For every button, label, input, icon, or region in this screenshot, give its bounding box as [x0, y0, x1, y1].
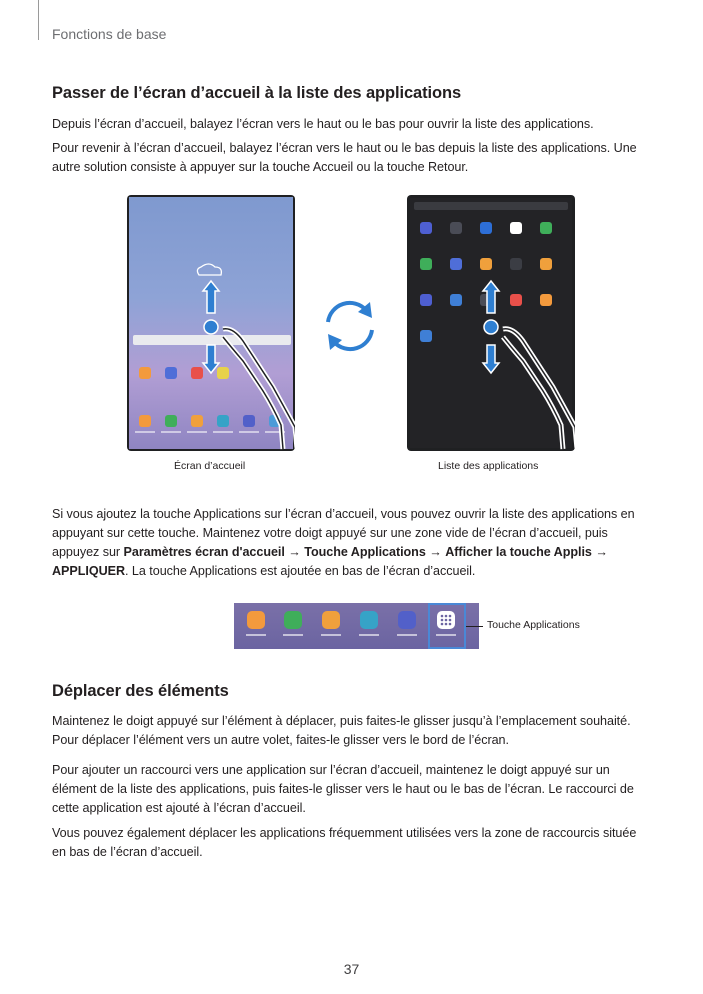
swipe-gesture-icon [407, 195, 575, 451]
internet-icon [398, 611, 416, 629]
paragraph-open-apps: Depuis l’écran d’accueil, balayez l’écran vers le haut ou le bas pour ouvrir la liste des applications. [52, 117, 594, 131]
messages-icon [360, 611, 378, 629]
caption-app-list: Liste des applications [438, 460, 539, 472]
header-rule [38, 0, 39, 40]
phone-icon [284, 611, 302, 629]
paragraph-return-home: Pour revenir à l’écran d’accueil, balayez l’écran vers le haut ou le bas depuis la liste des applications. Une autre solution consiste à appuyer sur la touche Accueil ou la touche Retour. [52, 141, 637, 174]
apps-button-highlight [428, 603, 466, 649]
swipe-gesture-icon [127, 195, 295, 451]
page-number: 37 [343, 961, 360, 977]
home-screen-illustration [127, 195, 295, 451]
paragraph-shortcut-zone: Vous pouvez également déplacer les applications fréquemment utilisées vers la zone de raccourcis située en bas de l’écran d’accueil. [52, 826, 637, 859]
section-label: Fonctions de base [52, 26, 167, 42]
caption-home-screen: Écran d’accueil [174, 460, 246, 472]
caption-apps-button: Touche Applications [487, 619, 580, 631]
section-heading-app-list: Passer de l’écran d’accueil à la liste des applications [52, 84, 462, 102]
app-list-illustration [407, 195, 575, 451]
switch-arrows-icon [322, 298, 378, 354]
callout-line [466, 626, 483, 627]
contacts-icon [322, 611, 340, 629]
paragraph-move-item: Maintenez le doigt appuyé sur l’élément à déplacer, puis faites-le glisser jusqu’à l’emplacement souhaité. Pour déplacer l’élément vers un autre volet, faites-le glisser vers le bord de l’écran. [52, 714, 631, 747]
section-heading-move-items: Déplacer des éléments [52, 682, 229, 700]
folder-icon [247, 611, 265, 629]
paragraph-apps-button: Si vous ajoutez la touche Applications sur l’écran d’accueil, vous pouvez ouvrir la liste des applications en appuyant sur cette touche. Maintenez votre doigt appuyé sur une zone vide de l’écran d’accueil, puis appuyez sur Paramètres écran d'accueil → Touche Applications → Afficher la touche Applis → APPLIQUER. La touche Applications est ajoutée en bas de l’écran d’accueil. [52, 507, 635, 578]
paragraph-add-shortcut: Pour ajouter un raccourci vers une application sur l’écran d’accueil, maintenez le doigt appuyé sur un élément de la liste des applications, puis faites-le glisser vers le haut ou le bas de l’écran. Le raccourci de cette application est ajouté à l’écran d’accueil. [52, 763, 634, 815]
